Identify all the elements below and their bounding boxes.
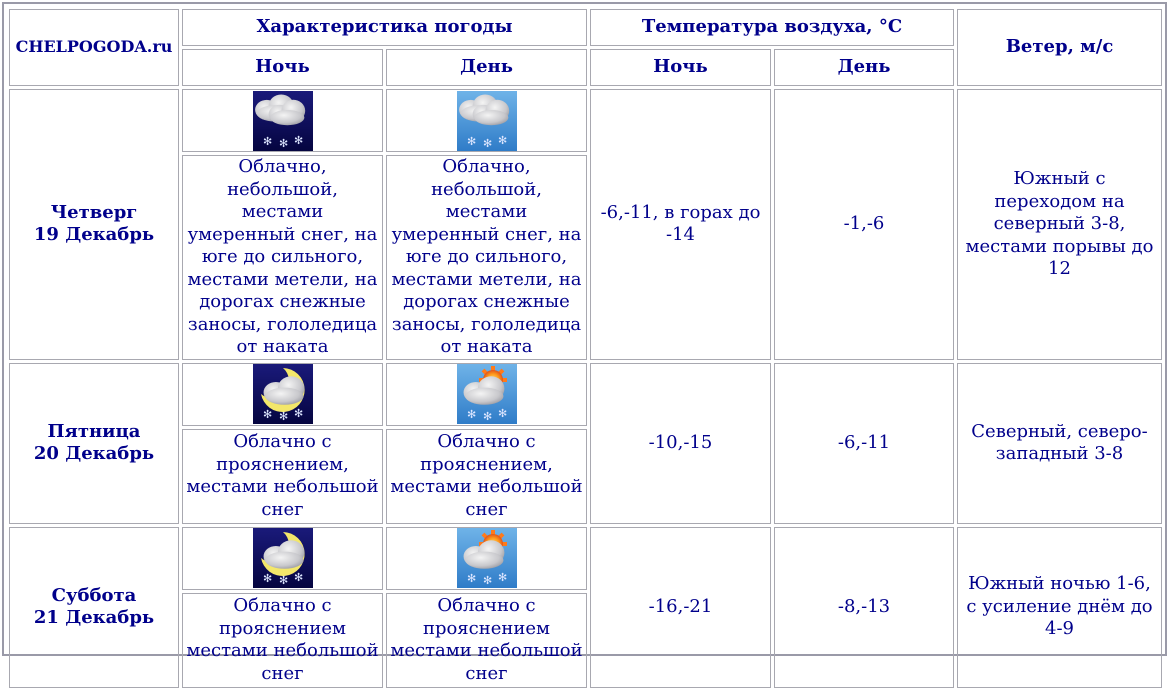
site-brand[interactable]: CHELPOGODA.ru bbox=[9, 9, 179, 86]
temp-night-header: Ночь bbox=[590, 49, 771, 86]
day-date: 19 Декабрь bbox=[33, 224, 155, 246]
night-icon-cell bbox=[182, 363, 383, 426]
forecast-table bbox=[6, 6, 1165, 691]
moon-cloud-snow-icon bbox=[253, 528, 313, 588]
temp-night: -16,-21 bbox=[590, 527, 771, 688]
day-description: Облачно с прояснением местами небольшой снег bbox=[386, 593, 587, 688]
wind-value: Южный с переходом на северный 3-8, местами порывы до 12 bbox=[957, 89, 1162, 360]
weather-characteristic-header: Характеристика погоды bbox=[182, 9, 587, 46]
day-description: Облачно с прояснением, местами небольшой снег bbox=[386, 429, 587, 524]
temp-night: -6,-11, в горах до -14 bbox=[590, 89, 771, 360]
sun-cloud-snow-icon bbox=[457, 364, 517, 424]
day-name: Четверг bbox=[50, 201, 138, 223]
day-label bbox=[9, 89, 179, 360]
day-icon-cell bbox=[386, 363, 587, 426]
day-name: Пятница bbox=[47, 420, 141, 442]
weather-night-header: Ночь bbox=[182, 49, 383, 86]
temp-night: -10,-15 bbox=[590, 363, 771, 524]
temp-day: -8,-13 bbox=[774, 527, 954, 688]
night-cloudy-snow-icon bbox=[253, 91, 313, 151]
wind-value: Северный, северо-западный 3-8 bbox=[957, 363, 1162, 524]
day-icon-cell bbox=[386, 89, 587, 152]
day-date: 20 Декабрь bbox=[33, 443, 155, 464]
day-label bbox=[9, 527, 179, 688]
night-description: Облачно, небольшой, местами умеренный снег, на юге до сильного, местами метели, на дорогах снежные заносы, гололедица от наката bbox=[182, 155, 383, 360]
wind-value: Южный ночью 1-6, с усиление днём до 4-9 bbox=[957, 527, 1162, 688]
temp-day: -1,-6 bbox=[774, 89, 954, 360]
day-label bbox=[9, 363, 179, 524]
weather-day-header: День bbox=[386, 49, 587, 86]
night-icon-cell bbox=[182, 89, 383, 152]
day-date: 21 Декабрь bbox=[33, 607, 155, 628]
temp-day-header: День bbox=[774, 49, 954, 86]
sun-cloud-snow-icon bbox=[457, 528, 517, 588]
moon-cloud-snow-icon bbox=[253, 364, 313, 424]
air-temperature-header: Температура воздуха, °C bbox=[590, 9, 954, 46]
day-cloudy-snow-icon bbox=[457, 91, 517, 151]
night-icon-cell bbox=[182, 527, 383, 590]
night-description: Облачно с прояснением, местами небольшой снег bbox=[182, 429, 383, 524]
night-description: Облачно с прояснением местами небольшой снег bbox=[182, 593, 383, 688]
wind-header: Ветер, м/с bbox=[957, 9, 1162, 86]
day-icon-cell bbox=[386, 527, 587, 590]
day-description: Облачно, небольшой, местами умеренный снег, на юге до сильного, местами метели, на дорогах снежные заносы, гололедица от наката bbox=[386, 155, 587, 360]
day-name: Суббота bbox=[51, 584, 137, 606]
temp-day: -6,-11 bbox=[774, 363, 954, 524]
